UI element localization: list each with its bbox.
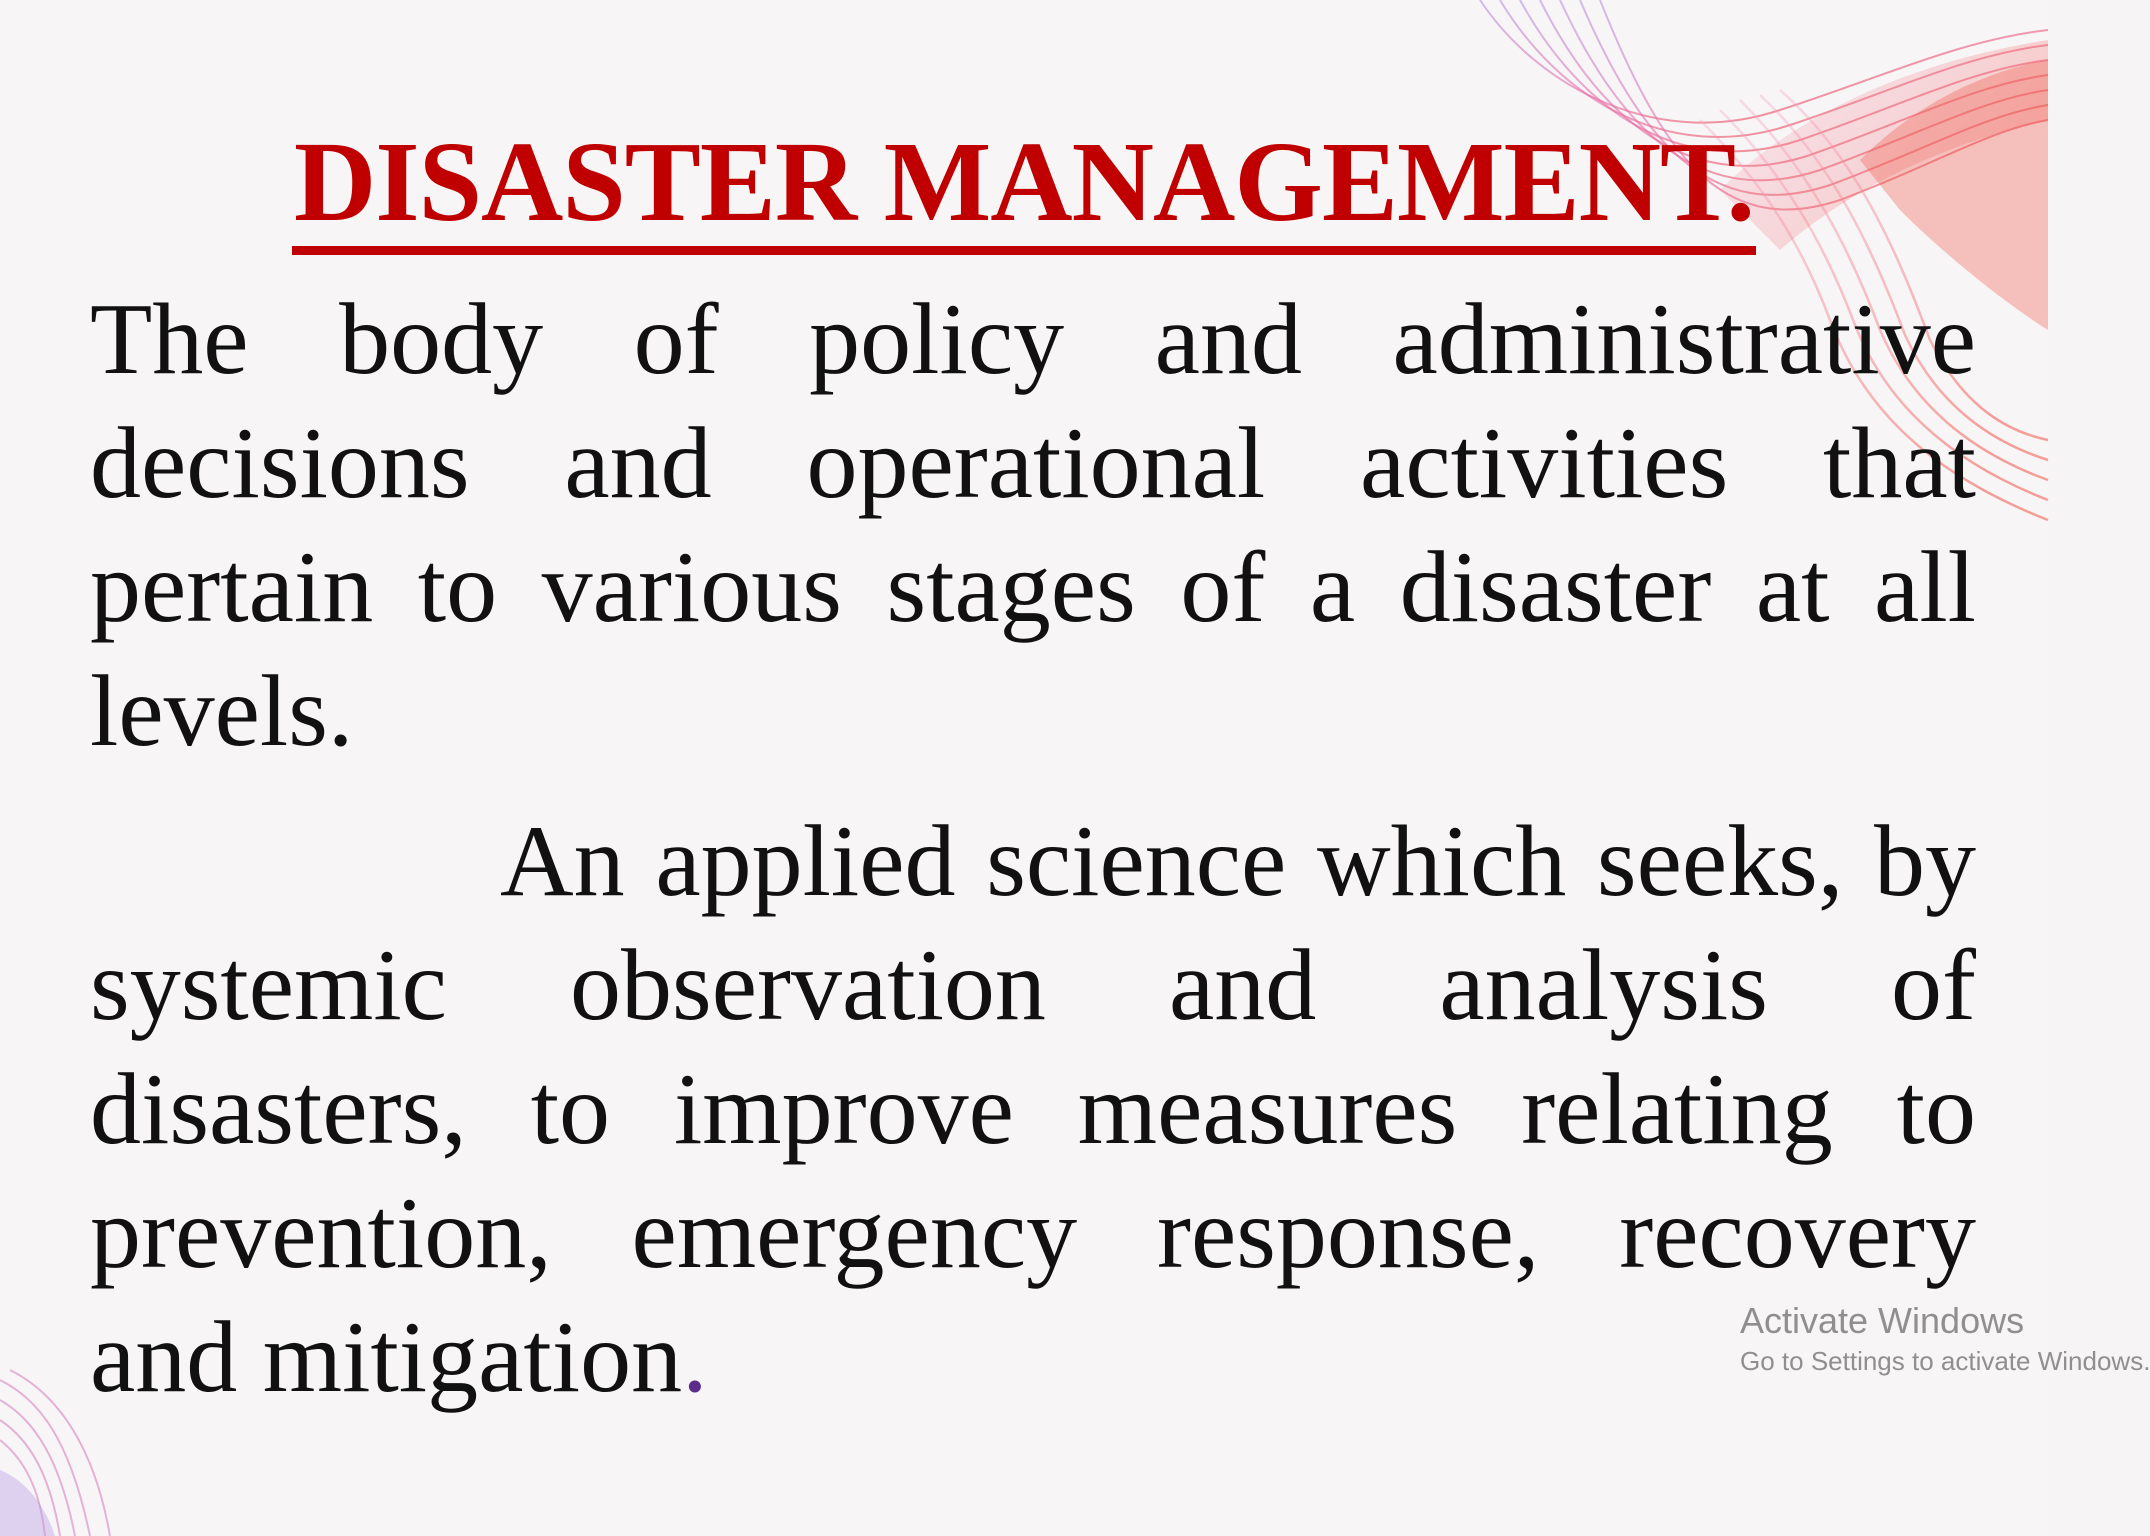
definition-paragraph-2-text: An applied science which seeks, by systemic observation and analysis of disasters, to improve measures relating to prevention, emergency response, recovery and mitigation — [90, 805, 1976, 1414]
slide-title-text: DISASTER MANAGEMENT. — [292, 118, 1756, 255]
slide-title — [0, 118, 2048, 255]
activate-windows-watermark — [1740, 1298, 2150, 1378]
watermark-subtitle: Go to Settings to activate Windows. — [1740, 1346, 2150, 1376]
watermark-title: Activate Windows — [1740, 1300, 2025, 1341]
definition-paragraph-2 — [90, 800, 1976, 1420]
definition-paragraph-1: The body of policy and administrative decisions and operational activities that pertain to various stages of a disaster at all levels. — [90, 283, 1976, 768]
paragraph-end-period: . — [682, 1301, 708, 1414]
